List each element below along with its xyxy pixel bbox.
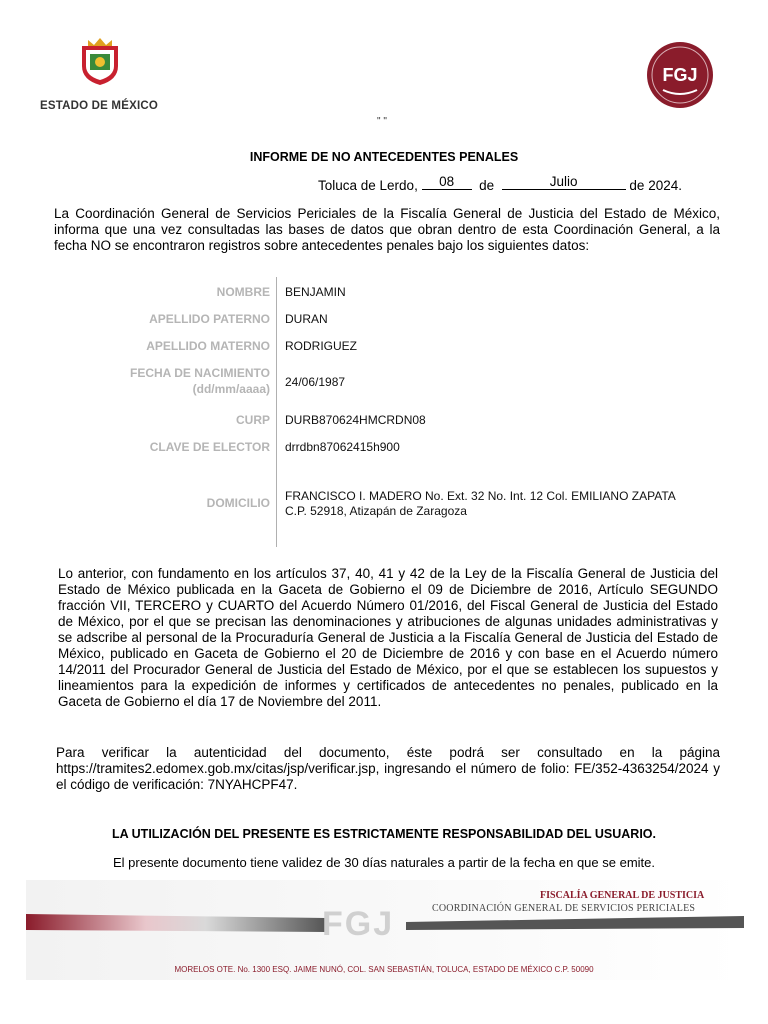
clave-elector-label: CLAVE DE ELECTOR: [149, 440, 270, 454]
fgj-seal-icon: [645, 40, 715, 110]
apellido-paterno-label: APELLIDO PATERNO: [149, 312, 270, 326]
date-day: 08: [422, 175, 472, 190]
clave-elector-value: drrdbn87062415h900: [285, 440, 400, 454]
date-month: Julio: [502, 175, 626, 190]
nombre-label: NOMBRE: [216, 285, 270, 299]
apellido-materno-label: APELLIDO MATERNO: [146, 339, 270, 353]
document-title: INFORME DE NO ANTECEDENTES PENALES: [249, 150, 519, 164]
date-year: de 2024.: [629, 178, 682, 193]
legal-paragraph: Lo anterior, con fundamento en los artículos 37, 40, 41 y 42 de la Ley de la Fiscalía General de Justicia del Estado de México publicada en la Gaceta de Gobierno el 09 de Diciembre de 2016, Artículo SEGUNDO fracción VII, TERCERO y CUARTO del Acuerdo Número 01/2016, del Fiscal General de Justicia del Estado de México, por el que se precisan las denominaciones y atribuciones de algunas unidades administrativas y se adscribe al personal de la Procuraduría General de Justicia a la Fiscalía General de Justicia del Estado de México, publicado en Gaceta de Gobierno el 20 de Diciembre de 2016 y con base en el Acuerdo número 14/2011 del Procurador General de Justicia del Estado de México, por el que se establecen los supuestos y lineamientos para la expedición de informes y certificados de antecedentes no penales, publicado en la Gaceta de Gobierno el día 17 de Noviembre del 2011.: [58, 566, 718, 709]
curp-value: DURB870624HMCRDN08: [285, 413, 426, 427]
apellido-paterno-value: DURAN: [285, 312, 328, 326]
curp-label: CURP: [235, 413, 270, 427]
estado-de-mexico-label: ESTADO DE MÉXICO: [40, 100, 158, 112]
validity-notice: El presente documento tiene validez de 30 días naturales a partir de la fecha en que se emite.: [112, 855, 655, 870]
fecha-nacimiento-format: (dd/mm/aaaa): [192, 382, 270, 396]
domicilio-line-2: C.P. 52918, Atizapán de Zaragoza: [285, 504, 467, 518]
date-place: Toluca de Lerdo,: [318, 178, 418, 193]
fgj-seal-text: FGJ: [662, 65, 698, 85]
nombre-value: BENJAMIN: [285, 285, 346, 299]
responsibility-warning: LA UTILIZACIÓN DEL PRESENTE ES ESTRICTAMENTE RESPONSABILIDAD DEL USUARIO.: [111, 827, 657, 841]
apellido-materno-value: RODRIGUEZ: [285, 339, 357, 353]
intro-paragraph: La Coordinación General de Servicios Periciales de la Fiscalía General de Justicia del Estado de México, informa que una vez consultadas las bases de datos que obran dentro de esta Coordinación General, a la fecha NO se encontraron registros sobre antecedentes penales bajo los siguientes datos:: [54, 206, 720, 253]
domicilio-label: DOMICILIO: [206, 496, 270, 510]
verification-paragraph: Para verificar la autenticidad del documento, éste podrá ser consultado en la página https://tramites2.edomex.gob.mx/citas/jsp/verificar.jsp, ingresando el número de folio: FE/352-4363254/2024 y el código de verificación: 7NYAHCPF47.: [56, 745, 720, 792]
domicilio-line-1: FRANCISCO I. MADERO No. Ext. 32 No. Int. 12 Col. EMILIANO ZAPATA: [285, 489, 676, 503]
header-marks: " ": [377, 116, 387, 127]
date-line: [318, 174, 682, 194]
footer-fgj-logo: FGJ: [322, 905, 395, 943]
fecha-nacimiento-value: 24/06/1987: [285, 375, 346, 389]
estado-de-mexico-logo: [40, 36, 162, 116]
fgj-logo: [645, 40, 715, 110]
footer-fiscalia: FISCALÍA GENERAL DE JUSTICIA: [540, 890, 705, 901]
coat-of-arms-icon: [78, 36, 122, 86]
footer-address: MORELOS OTE. No. 1300 ESQ. JAIME NUNÓ, COL. SAN SEBASTIÁN, TOLUCA, ESTADO DE MÉXICO C.P. 50090: [174, 965, 594, 974]
fecha-nacimiento-label: FECHA DE NACIMIENTO: [129, 366, 270, 380]
footer-coordinacion: COORDINACIÓN GENERAL DE SERVICIOS PERICIALES: [432, 903, 696, 914]
table-divider: [276, 277, 277, 547]
date-de: de: [479, 178, 495, 193]
